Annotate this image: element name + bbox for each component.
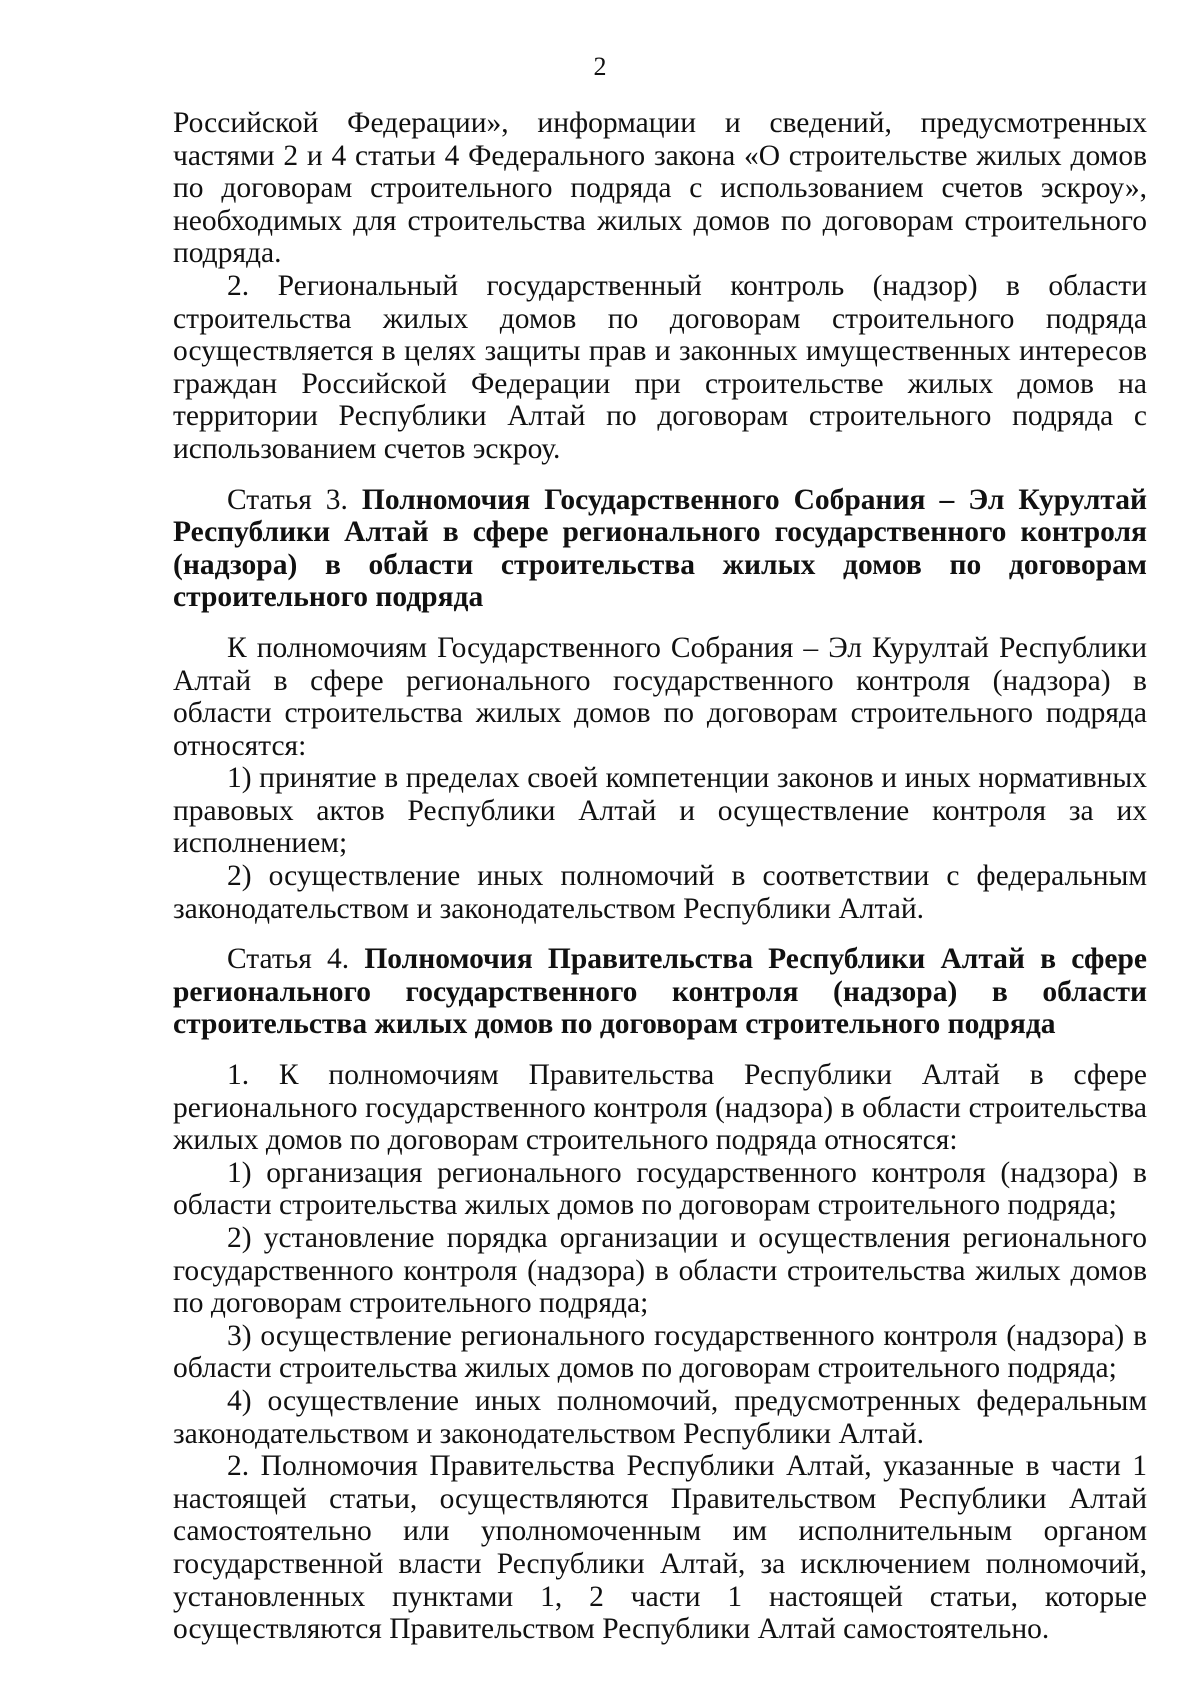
article-4-heading	[173, 943, 1147, 1041]
paragraph-part-2: 2. Региональный государственный контроль (надзор) в области строительства жилых домов по договорам строительного подряда осуществляется в целях защиты прав и законных имущественных интересов граждан Российской Федерации при строительстве жилых домов на территории Республики Алтай по договорам строительного подряда с использованием счетов эскроу.	[173, 269, 1147, 465]
article-3-item-2: 2) осуществление иных полномочий в соответствии с федеральным законодательством и законодательством Республики Алтай.	[173, 860, 1147, 925]
article-3-number: Статья 3.	[227, 483, 348, 516]
article-3-title: Полномочия Государственного Собрания – Эл Курултай Республики Алтай в сфере регионального государственного контроля (надзора) в области строительства жилых домов по договорам строительного подряда	[173, 483, 1147, 614]
article-3-intro: К полномочиям Государственного Собрания – Эл Курултай Республики Алтай в сфере регионального государственного контроля (надзора) в области строительства жилых домов по договорам строительного подряда относятся:	[173, 631, 1147, 762]
article-4-part-1-intro: 1. К полномочиям Правительства Республики Алтай в сфере регионального государственного контроля (надзора) в области строительства жилых домов по договорам строительного подряда относятся:	[173, 1059, 1147, 1157]
article-4-item-3: 3) осуществление регионального государственного контроля (надзора) в области строительства жилых домов по договорам строительного подряда;	[173, 1319, 1147, 1385]
paragraph-continuation: Российской Федерации», информации и сведений, предусмотренных частями 2 и 4 статьи 4 Федерального закона «О строительстве жилых домов по договорам строительного подряда с использованием счетов эскроу», необходимых для строительства жилых домов по договорам строительного подряда.	[173, 107, 1147, 270]
article-4-title: Полномочия Правительства Республики Алтай в сфере регионального государственного контроля (надзора) в области строительства жилых домов по договорам строительного подряда	[173, 943, 1147, 1041]
article-4-part-2: 2. Полномочия Правительства Республики Алтай, указанные в части 1 настоящей статьи, осуществляются Правительством Республики Алтай самостоятельно или уполномоченным им исполнительным органом государственной власти Республики Алтай, за исключением полномочий, установленных пунктами 1, 2 части 1 настоящей статьи, которые осуществляются Правительством Республики Алтай самостоятельно.	[173, 1450, 1147, 1646]
article-3-heading	[173, 484, 1147, 614]
article-4-item-4: 4) осуществление иных полномочий, предусмотренных федеральным законодательством и законодательством Республики Алтай.	[173, 1384, 1147, 1450]
document-body	[173, 107, 1147, 1646]
article-3-item-1: 1) принятие в пределах своей компетенции законов и иных нормативных правовых актов Республики Алтай и осуществление контроля за их исполнением;	[173, 762, 1147, 860]
page-number: 2	[593, 52, 607, 81]
article-4-number: Статья 4.	[227, 943, 350, 976]
article-4-item-2: 2) установление порядка организации и осуществления регионального государственного контроля (надзора) в области строительства жилых домов по договорам строительного подряда;	[173, 1222, 1147, 1320]
article-4-item-1: 1) организация регионального государственного контроля (надзора) в области строительства жилых домов по договорам строительного подряда;	[173, 1156, 1147, 1222]
